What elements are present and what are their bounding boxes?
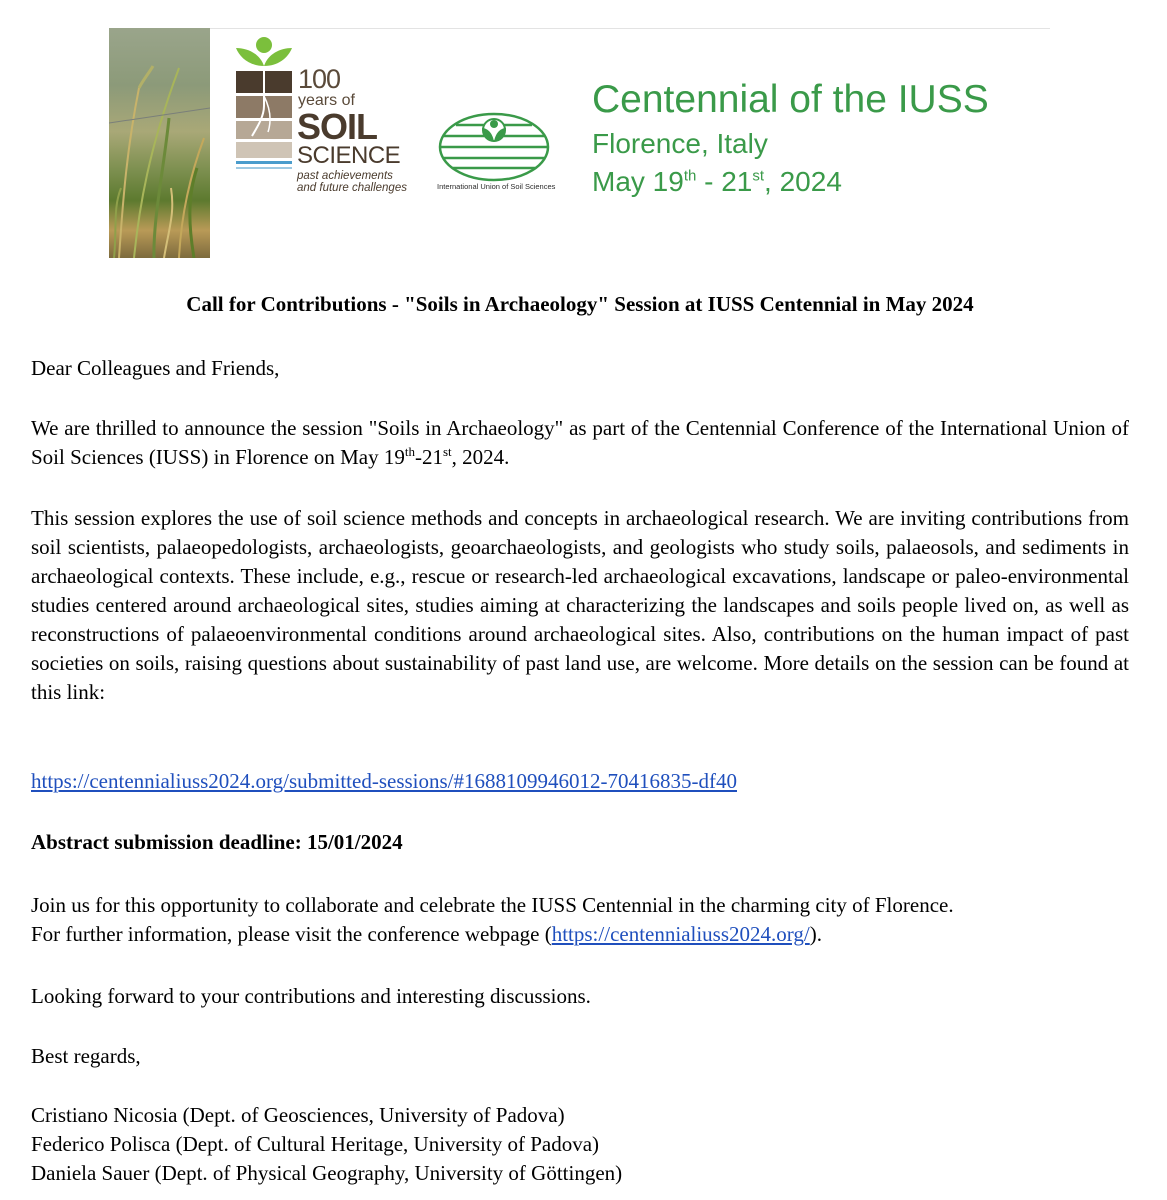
conference-link[interactable]: https://centennialiuss2024.org/ xyxy=(551,922,810,946)
intro-mid: -21 xyxy=(415,445,443,469)
banner-location: Florence, Italy xyxy=(592,128,768,159)
intro-sup-2: st xyxy=(443,444,452,459)
banner-date xyxy=(592,166,842,198)
intro-sup-1: th xyxy=(404,444,415,459)
logo-science: SCIENCE xyxy=(297,142,401,169)
deadline: Abstract submission deadline: 15/01/2024 xyxy=(31,830,403,854)
banner-date-mid: - 21 xyxy=(696,166,753,197)
join-line-2-suffix: ). xyxy=(809,922,822,946)
join-line-2-prefix: For further information, please visit the conference webpage ( xyxy=(31,922,552,946)
closing-line: Looking forward to your contributions and interesting discussions. xyxy=(31,984,591,1008)
join-line-1: Join us for this opportunity to collaborate and celebrate the IUSS Centennial in the charming city of Florence. xyxy=(31,893,954,917)
join-line-2 xyxy=(31,920,1129,949)
iuss-logo-text: International Union of Soil Sciences xyxy=(437,182,556,191)
banner-date-sup-1: th xyxy=(683,167,697,185)
logo-soil: SOIL xyxy=(297,106,378,147)
logo-tagline xyxy=(297,170,437,194)
regards-line: Best regards, xyxy=(31,1044,141,1068)
intro-text: We are thrilled to announce the session "Soils in Archaeology" as part of the Centennial Conference of the International Union of Soil Sciences (IUSS) in Florence on May 19 xyxy=(31,416,1129,469)
session-link-line xyxy=(31,767,1129,796)
signature-1: Cristiano Nicosia (Dept. of Geosciences, University of Padova) xyxy=(31,1103,565,1127)
logo-100: 100 xyxy=(298,64,341,94)
banner-date-sup-2: st xyxy=(752,167,765,185)
iuss-globe-logo xyxy=(438,112,550,182)
banner-top-rule xyxy=(210,28,1050,29)
grass-blades-image xyxy=(109,28,210,258)
session-link[interactable]: https://centennialiuss2024.org/submitted-sessions/#1688109946012-70416835-df40 xyxy=(31,769,737,793)
banner-date-suffix: , 2024 xyxy=(764,166,842,197)
logo-years-of: years of xyxy=(298,92,355,109)
globe-icon xyxy=(438,112,550,182)
banner-date-prefix: May 19 xyxy=(592,166,684,197)
document-heading: Call for Contributions - "Soils in Archaeology" Session at IUSS Centennial in May 2024 xyxy=(186,292,974,316)
description-paragraph: This session explores the use of soil science methods and concepts in archaeological research. We are inviting contributions from soil scientists, palaeopedologists, archaeologists, geoarchaeologists, and geologists who study soils, palaeosols, and sediments in archaeological contexts. These include, e.g., rescue or research-led archaeological excavations, landscape or paleo-environmental studies centered around archaeological sites, studies aiming at characterizing the landscapes and soils people lived on, as well as reconstructions of palaeoenvironmental conditions around archaeological sites. Also, contributions on the human impact of past societies on soils, raising questions about sustainability of past land use, are welcome. More details on the session can be found at this link: xyxy=(31,506,1129,704)
intro-paragraph xyxy=(31,414,1129,472)
greeting: Dear Colleagues and Friends, xyxy=(31,356,280,380)
logo-tagline-line-2: and future challenges xyxy=(297,182,407,194)
logo-tagline-line-1: past achievements xyxy=(297,170,393,182)
grass-photo xyxy=(109,28,210,258)
signature-2: Federico Polisca (Dept. of Cultural Heritage, University of Padova) xyxy=(31,1132,600,1156)
signature-3: Daniela Sauer (Dept. of Physical Geography, University of Göttingen) xyxy=(31,1161,623,1185)
intro-end: , 2024. xyxy=(451,445,510,469)
banner-title: Centennial of the IUSS xyxy=(592,78,989,121)
